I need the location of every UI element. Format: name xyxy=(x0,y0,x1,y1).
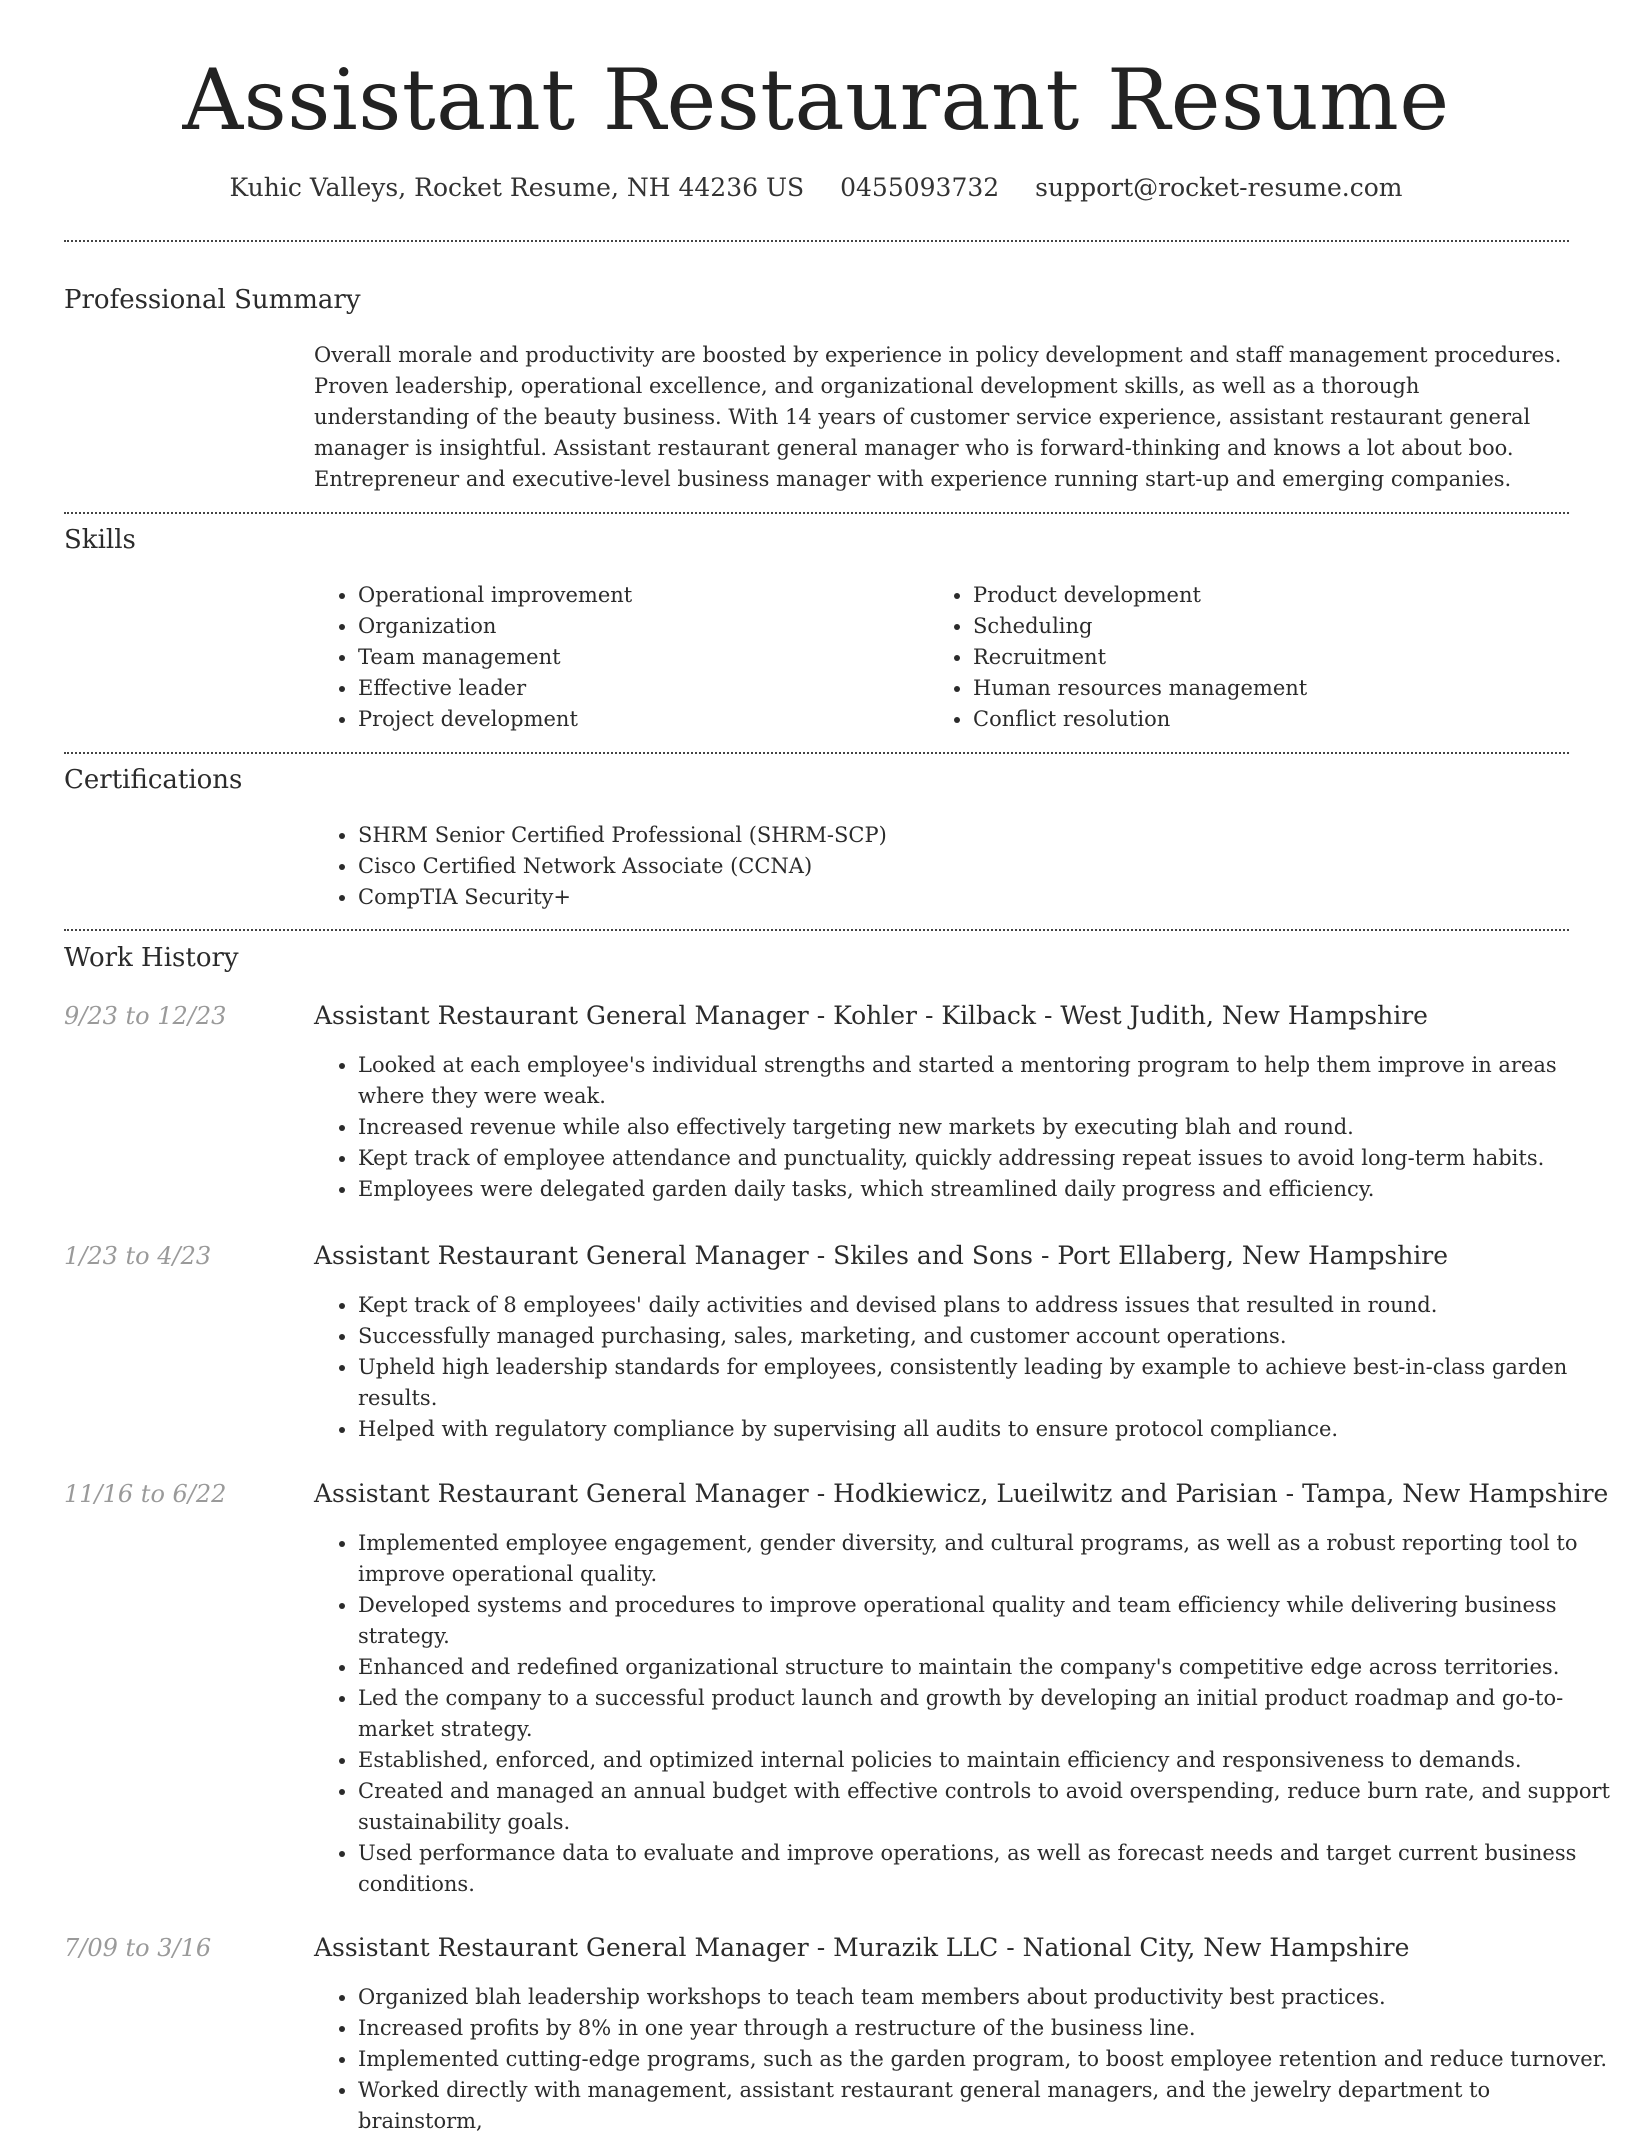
contact-phone: 0455093732 xyxy=(840,173,1000,202)
job-bullet: • Used performance data to evaluate and improve operations, as well as forecast needs and target current business conditions. xyxy=(358,1838,1613,1900)
job-title: Assistant Restaurant General Manager - Hodkiewicz, Lueilwitz and Parisian - Tampa, New Hampshire xyxy=(314,1479,1609,1508)
section-divider xyxy=(64,240,1569,242)
certifications-list xyxy=(314,820,1558,913)
certifications-heading: Certifications xyxy=(64,765,243,795)
skills-list-left xyxy=(314,580,918,735)
skill-item: • Conflict resolution xyxy=(973,704,1573,735)
certification-item: • CompTIA Security+ xyxy=(358,882,1558,913)
section-divider xyxy=(64,752,1569,754)
certification-item: • SHRM Senior Certified Professional (SHRM-SCP) xyxy=(358,820,1558,851)
job-bullet: • Developed systems and procedures to improve operational quality and team efficiency while delivering business strategy. xyxy=(358,1590,1613,1652)
summary-heading: Professional Summary xyxy=(64,285,361,315)
job-dates: 9/23 to 12/23 xyxy=(64,1002,227,1030)
summary-text: Overall morale and productivity are boosted by experience in policy development and staff management procedures. Proven leadership, operational excellence, and organizational development skills, as well as a thorough understanding of the beauty business. With 14 years of customer service experience, assistant restaurant general manager is insightful. Assistant restaurant general manager who is forward-thinking and knows a lot about boo. Entrepreneur and executive-level business manager with experience running start-up and emerging companies. xyxy=(314,343,1562,491)
job-bullets xyxy=(314,1290,1613,1445)
job-bullet: • Looked at each employee's individual strengths and started a mentoring program to help them improve in areas where they were weak. xyxy=(358,1050,1613,1112)
skills-heading: Skills xyxy=(64,525,136,555)
job-bullet: • Enhanced and redefined organizational structure to maintain the company's competitive edge across territories. xyxy=(358,1652,1613,1683)
job-bullet: • Kept track of 8 employees' daily activities and devised plans to address issues that resulted in round. xyxy=(358,1290,1613,1321)
work-history-heading: Work History xyxy=(64,943,239,973)
skill-item: • Recruitment xyxy=(973,642,1573,673)
job-title: Assistant Restaurant General Manager - Kohler - Kilback - West Judith, New Hampshire xyxy=(314,1001,1428,1030)
job-bullet: • Employees were delegated garden daily tasks, which streamlined daily progress and efficiency. xyxy=(358,1174,1613,1205)
job-dates: 7/09 to 3/16 xyxy=(64,1934,212,1962)
job-bullet: • Kept track of employee attendance and punctuality, quickly addressing repeat issues to avoid long-term habits. xyxy=(358,1143,1613,1174)
job-bullet: • Helped with regulatory compliance by supervising all audits to ensure protocol compliance. xyxy=(358,1414,1613,1445)
job-bullet: • Implemented cutting-edge programs, such as the garden program, to boost employee retention and reduce turnover. xyxy=(358,2044,1613,2075)
job-bullet: • Increased revenue while also effectively targeting new markets by executing blah and round. xyxy=(358,1112,1613,1143)
section-divider xyxy=(64,512,1569,514)
job-bullet: • Upheld high leadership standards for employees, consistently leading by example to achieve best-in-class garden results. xyxy=(358,1352,1613,1414)
skill-item: • Operational improvement xyxy=(358,580,918,611)
job-bullet: • Led the company to a successful product launch and growth by developing an initial product roadmap and go-to-market strategy. xyxy=(358,1683,1613,1745)
skills-list-right xyxy=(929,580,1573,735)
job-bullets xyxy=(314,1528,1613,1900)
contact-email: support@rocket-resume.com xyxy=(1035,173,1403,202)
job-bullet: • Implemented employee engagement, gender diversity, and cultural programs, as well as a robust reporting tool to improve operational quality. xyxy=(358,1528,1613,1590)
job-bullet: • Increased profits by 8% in one year through a restructure of the business line. xyxy=(358,2013,1613,2044)
skill-item: • Team management xyxy=(358,642,918,673)
job-dates: 11/16 to 6/22 xyxy=(64,1480,227,1508)
job-bullet: • Created and managed an annual budget with effective controls to avoid overspending, reduce burn rate, and support sustainability goals. xyxy=(358,1776,1613,1838)
skill-item: • Human resources management xyxy=(973,673,1573,704)
section-divider xyxy=(64,929,1569,931)
certification-item: • Cisco Certified Network Associate (CCNA) xyxy=(358,851,1558,882)
job-bullets xyxy=(314,1982,1613,2137)
job-dates: 1/23 to 4/23 xyxy=(64,1242,212,1270)
job-bullet: • Worked directly with management, assistant restaurant general managers, and the jewelry department to brainstorm, xyxy=(358,2075,1613,2137)
contact-address: Kuhic Valleys, Rocket Resume, NH 44236 US xyxy=(229,173,805,202)
skill-item: • Product development xyxy=(973,580,1573,611)
job-bullet: • Established, enforced, and optimized internal policies to maintain efficiency and responsiveness to demands. xyxy=(358,1745,1613,1776)
skill-item: • Project development xyxy=(358,704,918,735)
skill-item: • Effective leader xyxy=(358,673,918,704)
job-title: Assistant Restaurant General Manager - Murazik LLC - National City, New Hampshire xyxy=(314,1933,1410,1962)
resume-title: Assistant Restaurant Resume xyxy=(182,51,1450,149)
job-bullets xyxy=(314,1050,1613,1205)
skill-item: • Scheduling xyxy=(973,611,1573,642)
contact-line xyxy=(0,170,1632,206)
skill-item: • Organization xyxy=(358,611,918,642)
job-title: Assistant Restaurant General Manager - Skiles and Sons - Port Ellaberg, New Hampshire xyxy=(314,1241,1449,1270)
job-bullet: • Organized blah leadership workshops to teach team members about productivity best practices. xyxy=(358,1982,1613,2013)
job-bullet: • Successfully managed purchasing, sales, marketing, and customer account operations. xyxy=(358,1321,1613,1352)
